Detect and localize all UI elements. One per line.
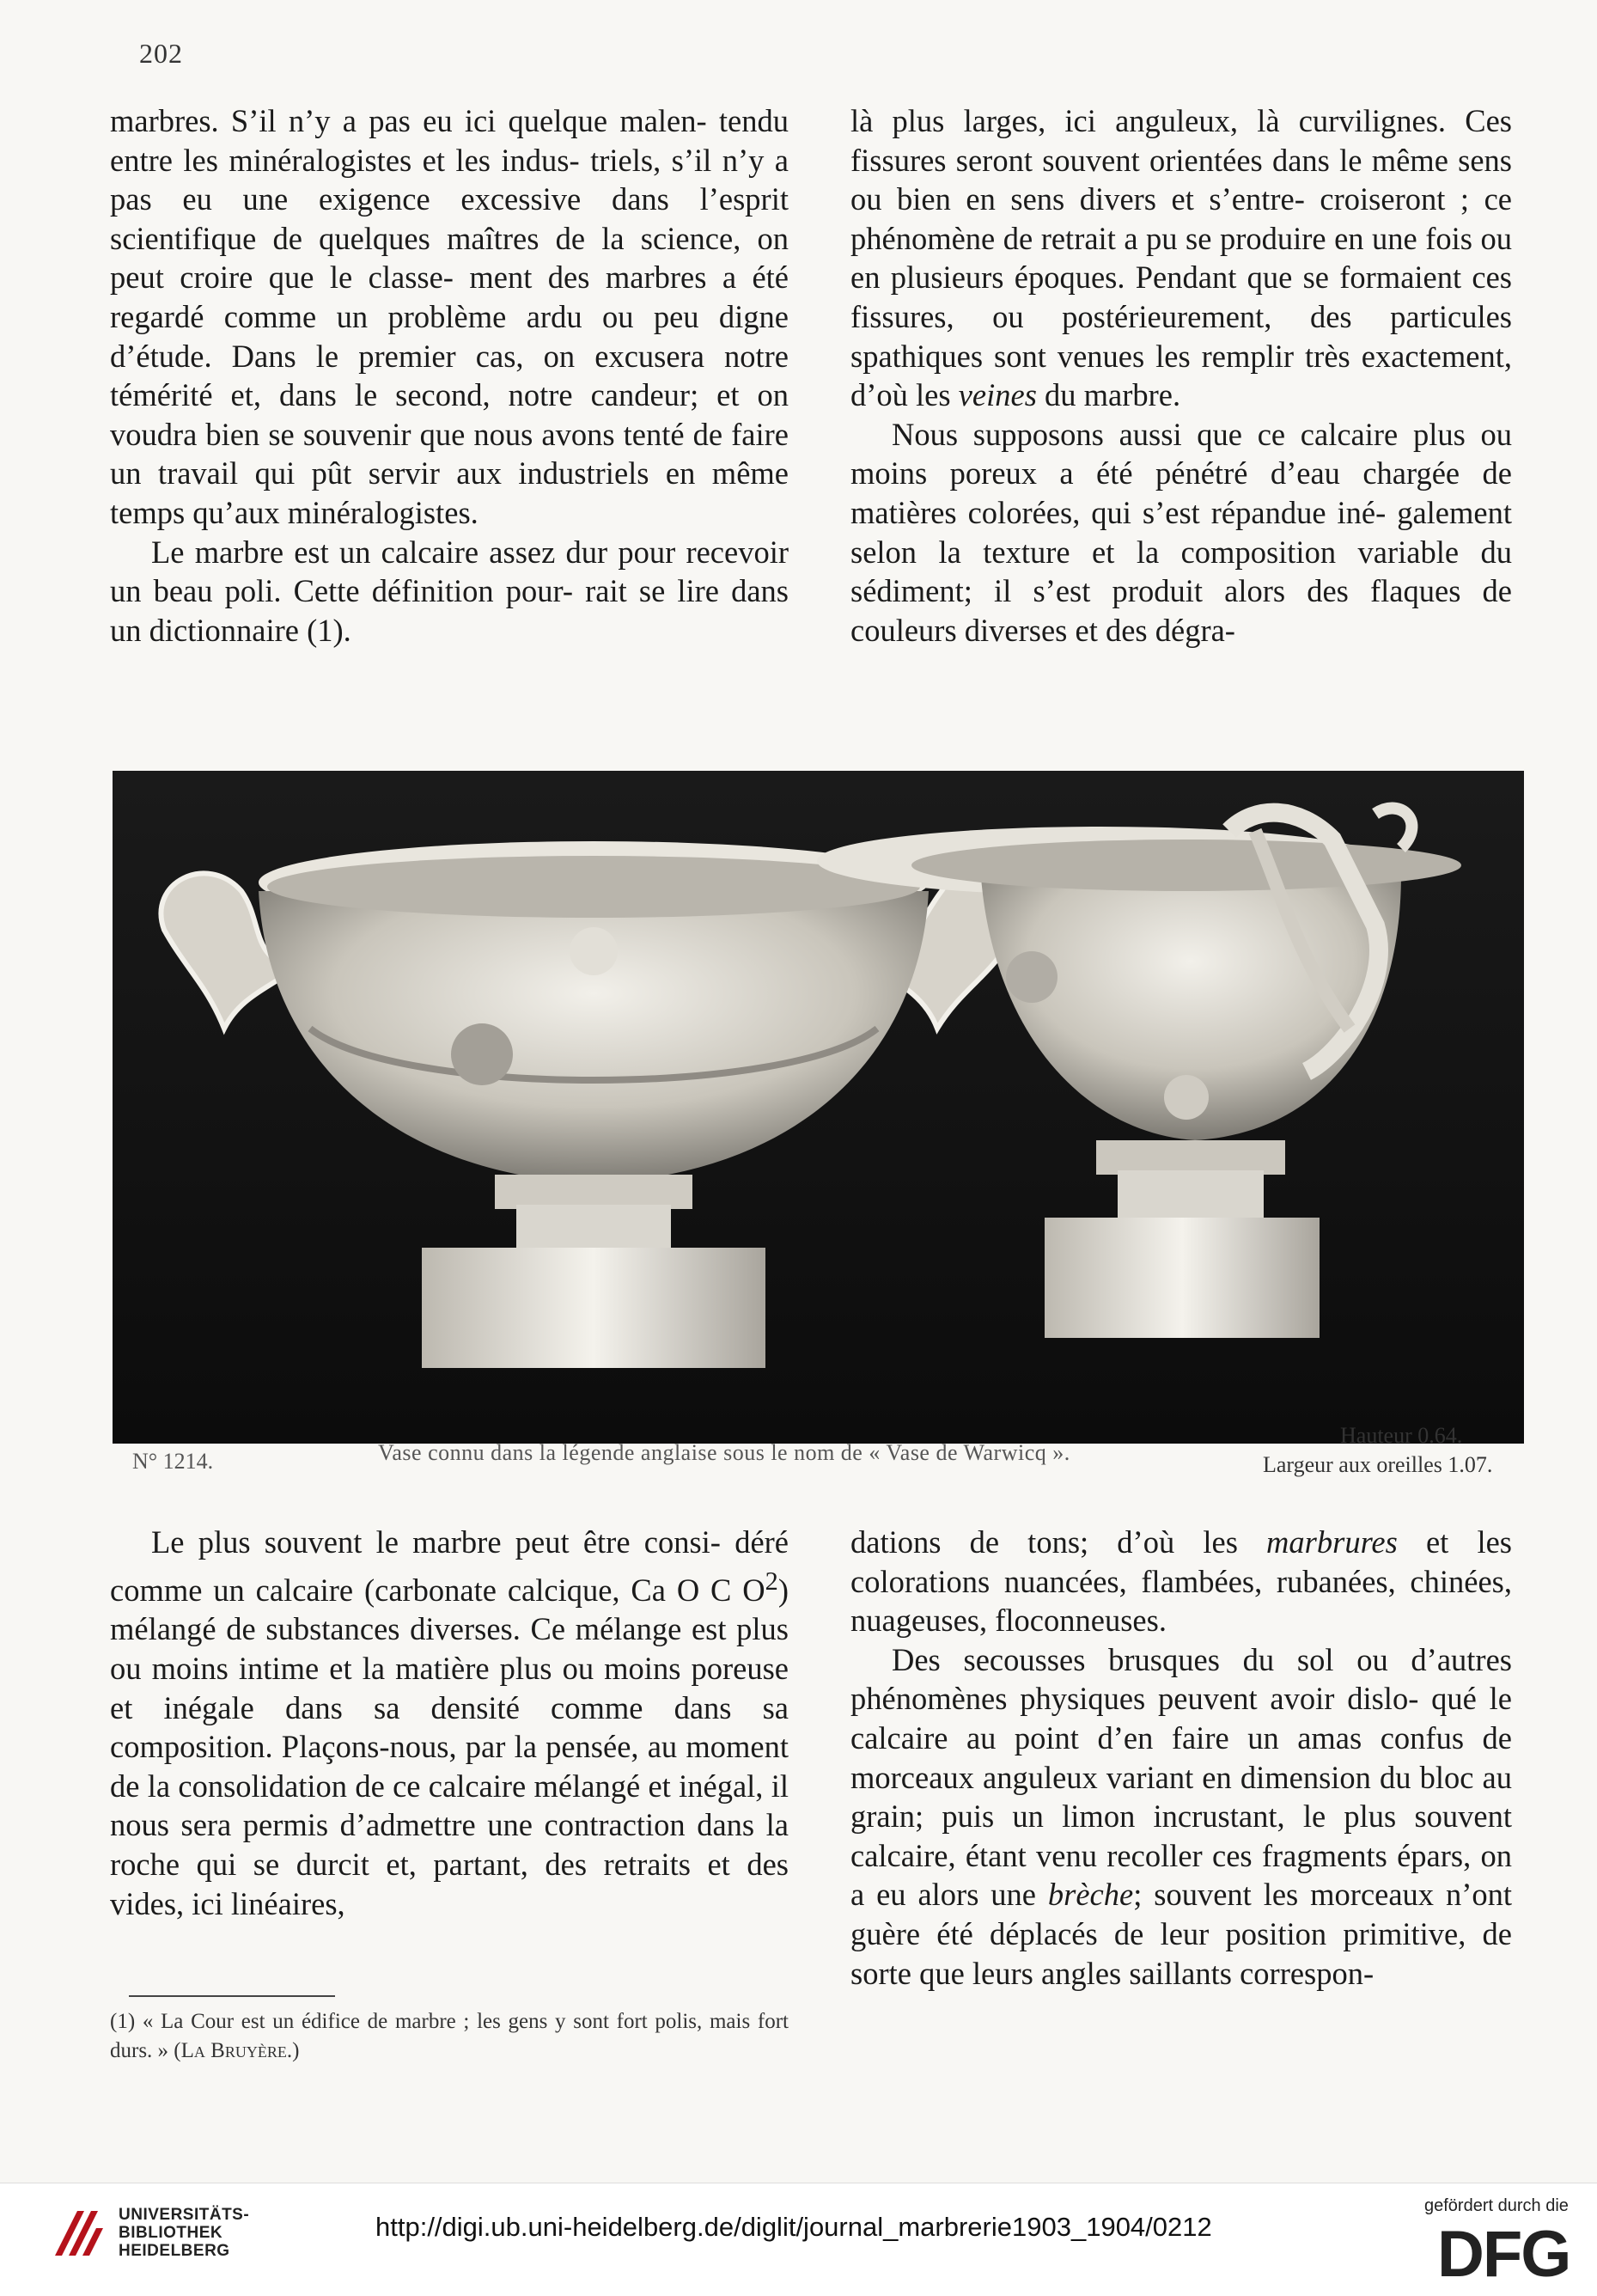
page-number: 202 [139, 38, 183, 69]
column-2 [850, 101, 1512, 650]
paragraph: Des secousses brusques du sol ou d’autres phénomènes physiques peuvent avoir dislo- qué le calcaire au point d’en faire un amas confus de morceaux anguleux variant en dimension du bloc au grain; puis un limon incrustant, le plus souvent calcaire, étant venu recoller ces fragments épars, on a eu alors une brèche; souvent les morceaux n’ont guère été déplacés de leur position primitive, de sorte que leurs angles saillants correspon- [850, 1641, 1512, 1991]
figure-caption: Vase connu dans la légende anglaise sous le nom de « Vase de Warwicq ». [378, 1440, 1070, 1465]
vase-photograph [113, 771, 1524, 1444]
library-name: UNIVERSITÄTS- BIBLIOTHEK HEIDELBERG [119, 2206, 250, 2260]
emphasis: marbrures [1266, 1524, 1398, 1560]
paragraph: marbres. S’il n’y a pas eu ici quelque malen- tendu entre les minéralogistes et les indus- triels, s’il n’y a pas eu une exigence excessive dans l’esprit scientifique de quelques maîtres de la science, on peut croire que le classe- ment des marbres a été regardé comme un problème ardu ou peu digne d’étude. Dans le premier cas, on excusera notre témérité et, dans le second, notre candeur; et on voudra bien se souvenir que nous avons tenté de faire un travail qui pût servir aux industriels en même temps qu’aux minéralogistes. [110, 103, 789, 530]
footnote-rule [129, 1995, 335, 1997]
paragraph: dations de tons; d’où les marbrures et les colorations nuancées, flambées, rubanées, chinées, nuageuses, floconneuses. [850, 1524, 1513, 1639]
university-library-logo-icon [52, 2204, 107, 2259]
emphasis: veines [958, 377, 1037, 413]
paragraph: là plus larges, ici anguleux, là curvilignes. Ces fissures seront souvent orientées dans le même sens ou bien en sens divers et s’entre- croiseront ; ce phénomène de retrait a pu se produire en une fois ou en plusieurs époques. Pendant que se formaient ces fissures, ou postérieurement, des particules spathiques sont venues les remplir très exactement, d’où les veines du marbre. [850, 103, 1512, 413]
figure-number: N° 1214. [132, 1449, 214, 1474]
dfg-logo: DFG [1437, 2218, 1570, 2291]
column-1 [110, 101, 789, 650]
column-4 [850, 1523, 1512, 1993]
figure-height: Hauteur 0.64. [1340, 1423, 1463, 1448]
paragraph: Le plus souvent le marbre peut être consi- déré comme un calcaire (carbonate calcique, Ca O C $O^2$) mélangé de substances diverses. Ce mélange est plus ou moins intime et la matière plus ou moins poreuse et inégale dans sa densité comme dans sa composition. Plaçons-nous, par la pensée, au moment de la consolidation de ce calcaire mélangé et inégal, il nous sera permis d’admettre une contraction dans la roche qui se durcit et, partant, des retraits et des vides, ici linéaires, [110, 1524, 789, 1921]
column-3 [110, 1523, 789, 1923]
figure-width: Largeur aux oreilles 1.07. [1263, 1452, 1493, 1477]
paragraph: Le marbre est un calcaire assez dur pour recevoir un beau poli. Cette définition pour- rait se lire dans un dictionnaire (1). [110, 534, 789, 648]
permalink-url[interactable]: http://digi.ub.uni-heidelberg.de/diglit/journal_marbrerie1903_1904/0212 [375, 2212, 1212, 2242]
funder-label: gefördert durch die [1424, 2196, 1569, 2215]
footnote: (1) « La Cour est un édifice de marbre ; les gens y sont fort polis, mais fort durs. » (La Bruyère.) [110, 2010, 789, 2062]
warwick-vases-image [113, 771, 1524, 1444]
paragraph: Nous supposons aussi que ce calcaire plus ou moins poreux a été pénétré d’eau chargée de matières colorées, qui s’est répandue iné- galement selon la texture et la composition variable du sédiment; il s’est produit alors des flaques de couleurs diverses et des dégra- [850, 416, 1512, 648]
emphasis: brèche [1047, 1877, 1134, 1913]
